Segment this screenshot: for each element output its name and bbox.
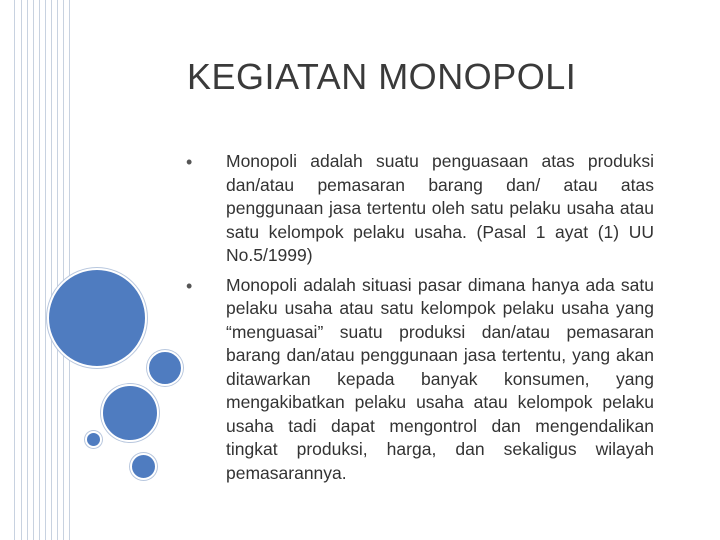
slide-title: KEGIATAN MONOPOLI [187, 56, 577, 97]
bullet-text: Monopoli adalah situasi pasar dimana hanya ada satu pelaku usaha atau satu kelompok pelaku usaha yang “menguasai” suatu produksi dan/atau pemasaran barang dan/atau penggunaan jasa tertentu, yang akan ditawarkan kepada banyak konsumen, yang mengakibatkan pelaku usaha atau kelompok pelaku usaha tadi dapat mengontrol dan mengendalikan tingkat produksi, harga, dan sekaligus wilayah pemasarannya. [226, 274, 654, 483]
bullet-marker: • [186, 275, 193, 296]
decorative-circle-tiny [85, 431, 102, 448]
stripe-line [27, 0, 28, 540]
stripe-line [57, 0, 58, 540]
list-item [186, 150, 654, 268]
stripe-line [14, 0, 15, 540]
decorative-circle-small [147, 350, 183, 386]
list-item [186, 274, 654, 486]
decorative-circle-small [130, 453, 157, 480]
stripe-line [45, 0, 46, 540]
bullet-list [186, 150, 654, 491]
stripe-line [39, 0, 40, 540]
stripe-line [51, 0, 52, 540]
decorative-stripes [14, 0, 72, 540]
bullet-marker: • [186, 152, 193, 172]
decorative-circle-medium [101, 384, 159, 442]
stripe-line [69, 0, 70, 540]
stripe-line [33, 0, 34, 540]
bullet-text: Monopoli adalah suatu penguasaan atas produksi dan/atau pemasaran barang dan/ atau atas penggunaan jasa tertentu oleh satu pelaku usaha atau satu kelompok pelaku usaha. (Pasal 1 ayat (1) UU No.5/1999) [226, 151, 654, 265]
stripe-line [63, 0, 64, 540]
decorative-circle-large [47, 268, 147, 368]
stripe-line [21, 0, 22, 540]
